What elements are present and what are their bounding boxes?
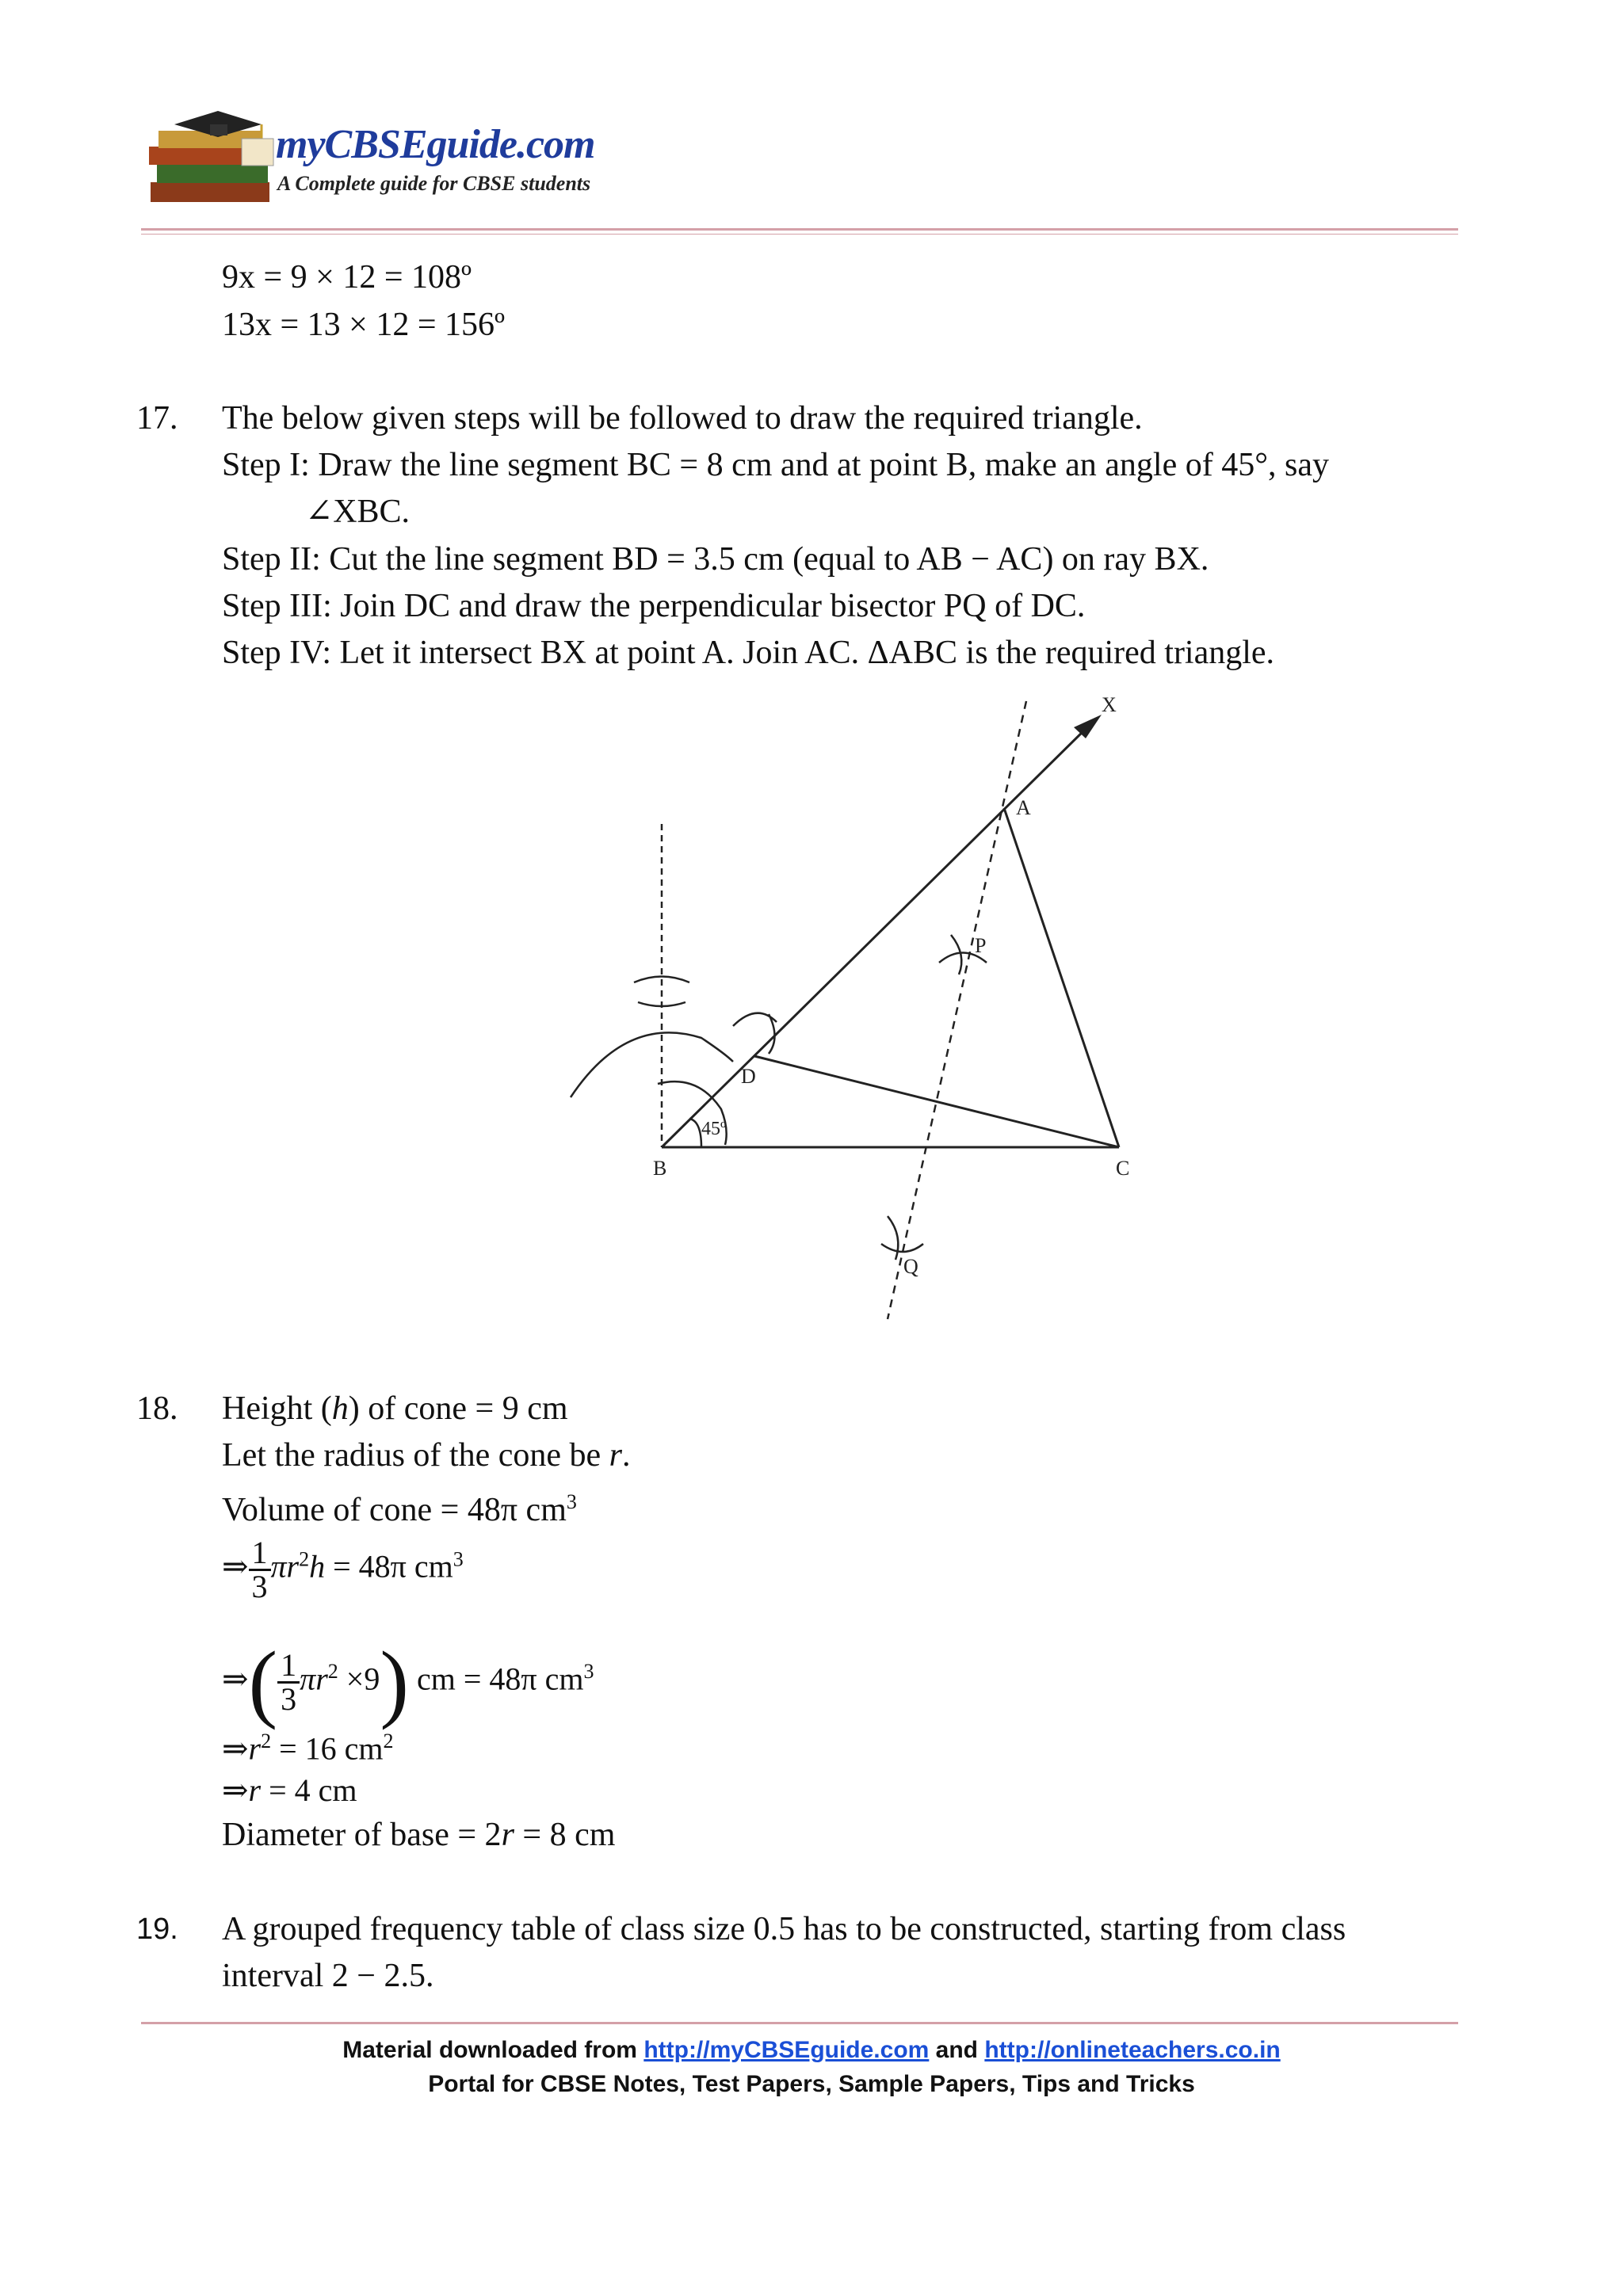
q18-eq2: ⇒( $\frac{1}{3}$ $\pi r^2 \times 9$) cm = 48π $cm^3$ <box>222 1634 594 1731</box>
question-number-19: 19. <box>136 1913 178 1946</box>
site-logo <box>143 107 618 214</box>
header-divider-thin <box>141 234 1458 235</box>
segment-dc <box>754 1056 1119 1147</box>
arc-q-2 <box>888 1216 898 1260</box>
logo-title: myCBSEguide.com <box>276 122 595 167</box>
footer-prefix: Material downloaded from <box>342 2037 637 2063</box>
top-line-1: 9x = 9 × 12 = 108º <box>222 259 472 296</box>
q17-intro: The below given steps will be followed to draw the required triangle. <box>222 400 1143 437</box>
footer-link-mycbseguide[interactable]: http://myCBSEguide.com <box>643 2037 930 2063</box>
question-number-17: 17. <box>136 400 178 437</box>
q19-line2: interval 2 − 2.5. <box>222 1958 434 1994</box>
q17-step2: Step II: Cut the line segment BD = 3.5 cm (equal to AB − AC) on ray BX. <box>222 541 1209 578</box>
q18-line2: Let the radius of the cone be r. <box>222 1437 631 1474</box>
q18-line3: Volume of cone = 48π $cm^3$ <box>222 1490 577 1528</box>
header-divider <box>141 228 1458 231</box>
q19-line1: A grouped frequency table of class size 0.5 has to be constructed, starting from class <box>222 1911 1346 1947</box>
label-x: X <box>1102 693 1117 716</box>
q18-eq1: ⇒ $\frac{1}{3}$ $\pi r^2h = 48\pi$ $cm^3$ <box>222 1535 464 1604</box>
footer-and: and <box>935 2037 979 2063</box>
arc-b-large <box>571 1032 733 1097</box>
q18-line4: Diameter of base = 2r = 8 cm <box>222 1817 616 1853</box>
books-icon <box>143 107 277 210</box>
label-d: D <box>741 1065 756 1088</box>
q18-eq3: $\Rightarrow r^2 = 16$ $cm^2$ <box>222 1730 394 1767</box>
segment-ac <box>1004 808 1119 1147</box>
q18-line1: Height (h) of cone = 9 cm <box>222 1390 568 1427</box>
label-angle: 45º <box>701 1119 727 1139</box>
label-p: P <box>975 934 987 957</box>
label-c: C <box>1116 1157 1130 1180</box>
label-a: A <box>1016 796 1031 819</box>
footer-line-1 <box>0 2034 1623 2067</box>
q17-step1: Step I: Draw the line segment BC = 8 cm and at point B, make an angle of 45°, say <box>222 447 1330 483</box>
footer-line-2: Portal for CBSE Notes, Test Papers, Sample Papers, Tips and Tricks <box>428 2071 1195 2097</box>
q17-step4: Step IV: Let it intersect BX at point A. Join AC. ΔABC is the required triangle. <box>222 635 1275 671</box>
q17-step3: Step III: Join DC and draw the perpendicular bisector PQ of DC. <box>222 588 1086 624</box>
bisector-pq <box>888 701 1026 1319</box>
footer-divider <box>141 2022 1458 2024</box>
ray-bx <box>662 725 1090 1147</box>
label-b: B <box>653 1157 667 1180</box>
q18-eq4: ⇒r = 4 cm <box>222 1772 357 1808</box>
angle-arc <box>689 1119 701 1147</box>
logo-subtitle: A Complete guide for CBSE students <box>277 172 591 195</box>
triangle-construction-figure <box>555 689 1157 1331</box>
q17-step1-cont: ∠XBC. <box>305 494 411 530</box>
top-line-2: 13x = 13 × 12 = 156º <box>222 307 506 343</box>
label-q: Q <box>903 1255 918 1278</box>
question-number-18: 18. <box>136 1390 178 1427</box>
footer-link-onlineteachers[interactable]: http://onlineteachers.co.in <box>984 2037 1281 2063</box>
